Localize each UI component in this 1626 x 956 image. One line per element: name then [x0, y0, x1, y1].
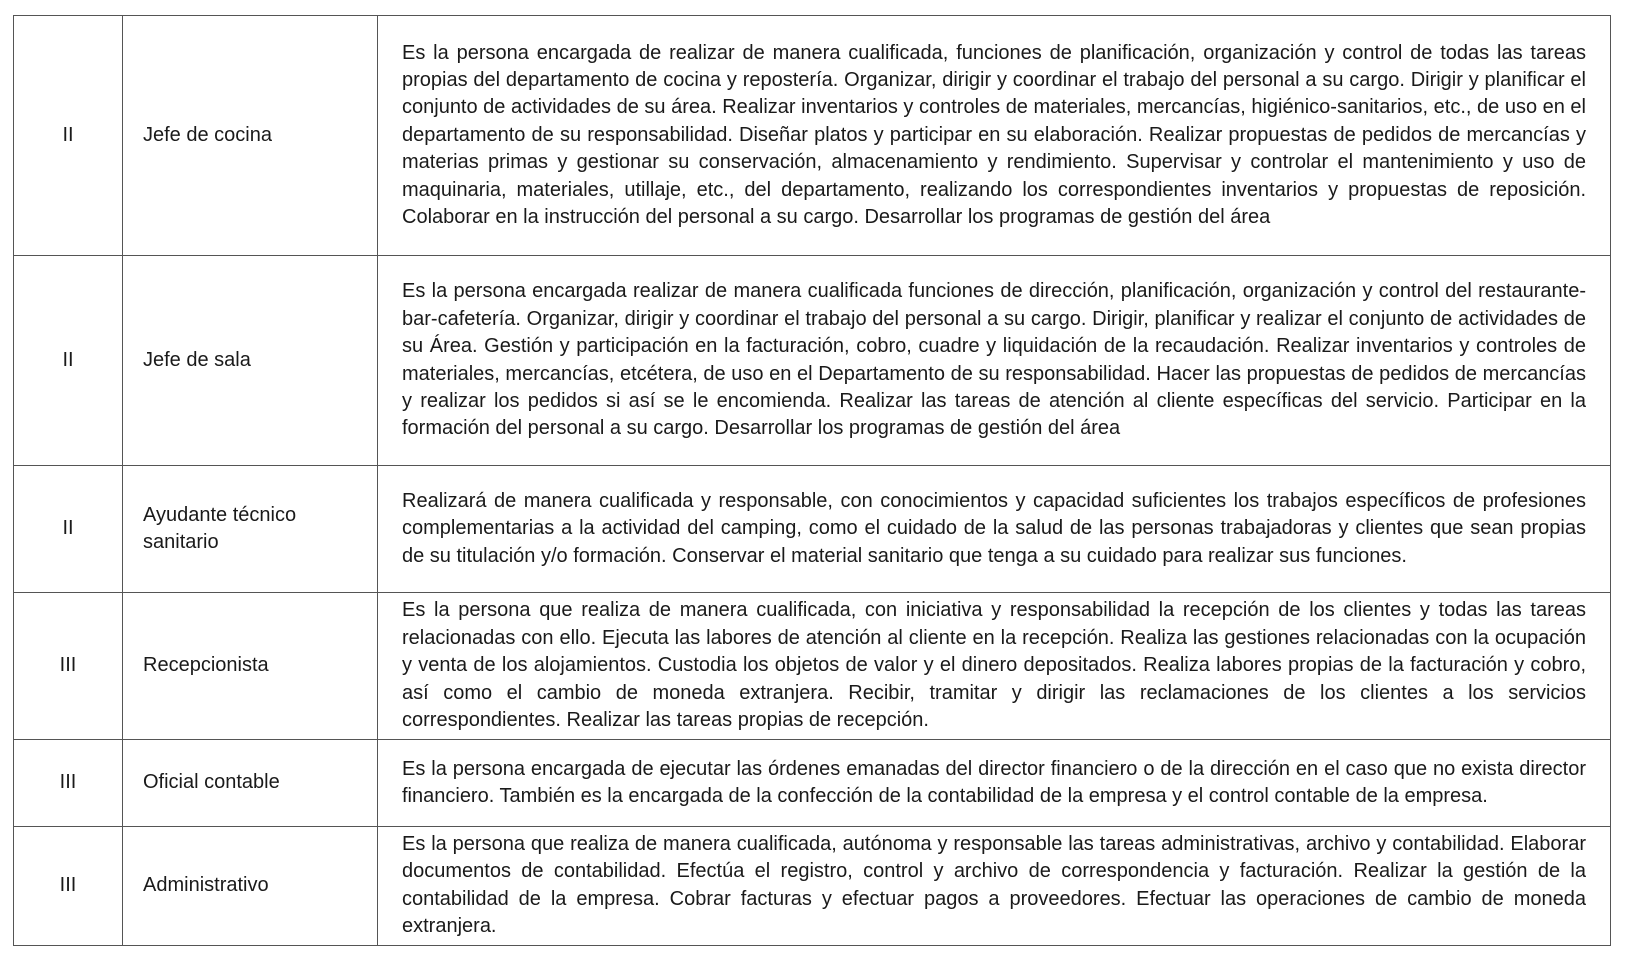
category-cell: Ayudante técnico sanitario [123, 466, 378, 593]
description-cell: Es la persona encargada realizar de manera cualificada funciones de dirección, planificación, organización y control del restaurante-bar-cafetería. Organizar, dirigir y coordinar el trabajo del personal a su cargo. Dirigir, planificar y realizar el conjunto de actividades de su Área. Gestión y participación en la facturación, cobro, cuadre y liquidación de la recaudación. Realizar inventarios y controles de materiales, mercancías, etcétera, de uso en el Departamento de su responsabilidad. Hacer las propuestas de pedidos de mercancías y realizar los pedidos si así se le encomienda. Realizar las tareas de atención al cliente específicas del servicio. Participar en la formación del personal a su cargo. Desarrollar los programas de gestión del área [378, 256, 1611, 466]
category-cell: Jefe de sala [123, 256, 378, 466]
table-row [14, 740, 1611, 827]
description-cell: Es la persona encargada de ejecutar las órdenes emanadas del director financiero o de la dirección en el caso que no exista director financiero. También es la encargada de la confección de la contabilidad de la empresa y el control contable de la empresa. [378, 740, 1611, 827]
table-row [14, 16, 1611, 256]
level-cell: III [14, 740, 123, 827]
level-cell: II [14, 466, 123, 593]
table-row [14, 827, 1611, 946]
description-cell: Es la persona que realiza de manera cualificada, con iniciativa y responsabilidad la recepción de los clientes y todas las tareas relacionadas con ello. Ejecuta las labores de atención al cliente en la recepción. Realiza las gestiones relacionadas con la ocupación y venta de los alojamientos. Custodia los objetos de valor y el dinero depositados. Realiza labores propias de la facturación y cobro, así como el cambio de moneda extranjera. Recibir, tramitar y dirigir las reclamaciones de los clientes a los servicios correspondientes. Realizar las tareas propias de recepción. [378, 593, 1611, 740]
category-cell: Recepcionista [123, 593, 378, 740]
level-cell: II [14, 16, 123, 256]
category-cell: Jefe de cocina [123, 16, 378, 256]
level-cell: III [14, 827, 123, 946]
table-row [14, 466, 1611, 593]
level-cell: II [14, 256, 123, 466]
category-cell: Administrativo [123, 827, 378, 946]
table-row [14, 256, 1611, 466]
description-cell: Realizará de manera cualificada y responsable, con conocimientos y capacidad suficientes los trabajos específicos de profesiones complementarias a la actividad del camping, como el cuidado de la salud de las personas trabajadoras y clientes que sean propias de su titulación y/o formación. Conservar el material sanitario que tenga a su cuidado para realizar sus funciones. [378, 466, 1611, 593]
category-cell: Oficial contable [123, 740, 378, 827]
table-row [14, 593, 1611, 740]
job-categories-table [13, 15, 1611, 946]
description-cell: Es la persona encargada de realizar de manera cualificada, funciones de planificación, organización y control de todas las tareas propias del departamento de cocina y repostería. Organizar, dirigir y coordinar el trabajo del personal a su cargo. Dirigir y planificar el conjunto de actividades de su área. Realizar inventarios y controles de materiales, mercancías, higiénico-sanitarios, etc., de uso en el departamento de su responsabilidad. Diseñar platos y participar en su elaboración. Realizar propuestas de pedidos de mercancías y materias primas y gestionar su conservación, almacenamiento y rendimiento. Supervisar y controlar el mantenimiento y uso de maquinaria, materiales, utillaje, etc., del departamento, realizando los correspondientes inventarios y propuestas de reposición. Colaborar en la instrucción del personal a su cargo. Desarrollar los programas de gestión del área [378, 16, 1611, 256]
description-cell: Es la persona que realiza de manera cualificada, autónoma y responsable las tareas administrativas, archivo y contabilidad. Elaborar documentos de contabilidad. Efectúa el registro, control y archivo de correspondencia y facturación. Realizar la gestión de la contabilidad de la empresa. Cobrar facturas y efectuar pagos a proveedores. Efectuar las operaciones de cambio de moneda extranjera. [378, 827, 1611, 946]
level-cell: III [14, 593, 123, 740]
